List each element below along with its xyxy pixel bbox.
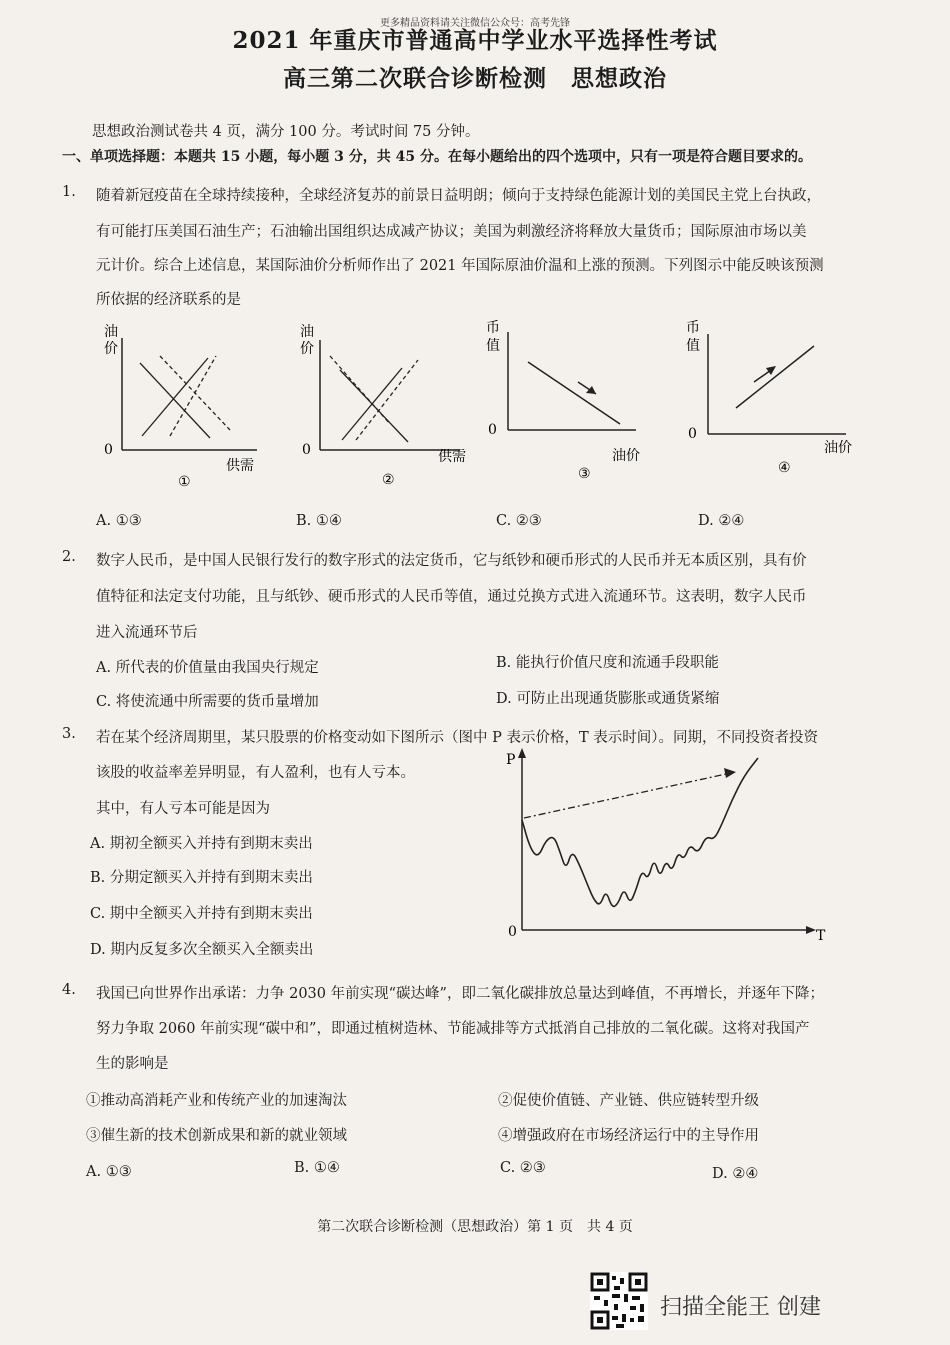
origin-label: 0 [104, 442, 113, 458]
q3-option-b[interactable]: B. 分期定额买入并持有到期末卖出 [90, 870, 313, 886]
origin-label: 0 [302, 442, 311, 458]
y-axis-label: 值 [486, 338, 500, 354]
exam-title: 2021 年重庆市普通高中学业水平选择性考试 [232, 27, 718, 54]
graph-caption: ② [382, 472, 395, 488]
y-axis-label: 价 [104, 341, 118, 357]
supply-demand-chart-2 [290, 318, 480, 493]
y-axis-label: 值 [686, 338, 700, 354]
section-heading: 一、单项选择题：本题共 15 小题，每小题 3 分，共 45 分。在每小题给出的四个选项中，只有一项是符合题目要求的。 [62, 149, 812, 165]
stock-price-chart [500, 740, 840, 950]
trend-dashdot-line [524, 774, 726, 818]
x-axis-label: T [816, 928, 826, 944]
x-axis-label: 供需 [438, 449, 466, 465]
y-axis-label: 币 [486, 320, 500, 336]
q2-number: 2. [62, 549, 76, 565]
q3-number: 3. [62, 726, 76, 742]
q2-option-d[interactable]: D. 可防止出现通货膨胀或通货紧缩 [496, 691, 720, 707]
q1-option-d[interactable]: D. ②④ [698, 513, 745, 529]
q2-line: 进入流通环节后 [96, 625, 198, 641]
q4-item-1: ①推动高消耗产业和传统产业的加速淘汰 [86, 1093, 347, 1109]
q3-option-d[interactable]: D. 期内反复多次全额买入全额卖出 [90, 942, 314, 958]
q4-line: 我国已向世界作出承诺：力争 2030 年前实现“碳达峰”，即二氧化碳排放总量达到峰值，不再增长，并逐年下降； [96, 986, 824, 1002]
q2-option-c[interactable]: C. 将使流通中所需要的货币量增加 [96, 694, 319, 710]
q1-number: 1. [62, 184, 76, 200]
q4-option-b[interactable]: B. ①④ [294, 1160, 340, 1176]
q3-option-a[interactable]: A. 期初全额买入并持有到期末卖出 [90, 836, 313, 852]
q3-line: 该股的收益率差异明显，有人盈利，也有人亏本。 [96, 765, 415, 781]
graph-caption: ④ [778, 460, 791, 476]
q1-option-b[interactable]: B. ①④ [296, 513, 342, 529]
q1-line: 所依据的经济联系的是 [96, 292, 241, 308]
q3-option-c[interactable]: C. 期中全额买入并持有到期末卖出 [90, 906, 313, 922]
q4-line: 生的影响是 [96, 1056, 169, 1072]
supply-demand-chart-1 [92, 318, 272, 493]
q1-graph-4 [686, 312, 876, 491]
y-axis-label: 油 [104, 324, 118, 340]
q4-option-c[interactable]: C. ②③ [500, 1160, 546, 1176]
origin-label: 0 [688, 426, 697, 442]
trend-line [736, 346, 814, 408]
shifted-demand-line [330, 356, 390, 424]
q2-line: 数字人民币，是中国人民银行发行的数字形式的法定货币，它与纸钞和硬币形式的人民币并无本质区别，具有价 [96, 553, 807, 569]
shifted-supply-line [170, 356, 216, 436]
currency-oil-chart-3 [486, 312, 666, 487]
shifted-supply-line [356, 360, 418, 440]
y-axis-label: 油 [300, 324, 314, 340]
y-axis-arrow [518, 748, 526, 758]
x-axis-label: 油价 [612, 448, 640, 464]
x-axis-arrow [806, 926, 816, 934]
q1-option-c[interactable]: C. ②③ [496, 513, 542, 529]
currency-oil-chart-4 [686, 312, 876, 487]
q2-option-b[interactable]: B. 能执行价值尺度和流通手段职能 [496, 655, 719, 671]
q4-line: 努力争取 2060 年前实现“碳中和”，即通过植树造林、节能减排等方式抵消自己排放的二氧化碳。这将对我国产 [96, 1021, 810, 1037]
q1-line: 元计价。综合上述信息，某国际油价分析师作出了 2021 年国际原油价温和上涨的预测。下列图示中能反映该预测 [96, 258, 824, 274]
q3-stock-graph [500, 740, 840, 954]
top-note: 更多精品资料请关注微信公众号：高考先锋 [380, 18, 570, 29]
q4-option-a[interactable]: A. ①③ [86, 1164, 132, 1180]
page-footer: 第二次联合诊断检测（思想政治）第 1 页 共 4 页 [317, 1219, 633, 1235]
q3-line: 若在某个经济周期里，某只股票的价格变动如下图所示（图中 P 表示价格，T 表示时间）。同期，不同投资者投资 [96, 730, 819, 746]
y-axis-label: 价 [300, 341, 314, 357]
intro-text: 思想政治测试卷共 4 页，满分 100 分。考试时间 75 分钟。 [92, 124, 480, 140]
q4-item-3: ③催生新的技术创新成果和新的就业领域 [86, 1128, 347, 1144]
trend-line [528, 362, 620, 424]
q4-item-2: ②促使价值链、产业链、供应链转型升级 [498, 1093, 759, 1109]
y-axis-label: 币 [686, 320, 700, 336]
stock-price-line [522, 758, 758, 906]
qr-code-icon [590, 1272, 648, 1330]
graph-caption: ① [178, 474, 191, 490]
q1-option-a[interactable]: A. ①③ [96, 513, 142, 529]
q3-line: 其中，有人亏本可能是因为 [96, 801, 270, 817]
origin-label: 0 [508, 924, 517, 940]
q1-graph-2 [290, 318, 480, 497]
q1-graph-3 [486, 312, 666, 491]
exam-subtitle: 高三第二次联合诊断检测 思想政治 [283, 65, 667, 92]
q2-option-a[interactable]: A. 所代表的价值量由我国央行规定 [96, 660, 319, 676]
q1-line: 随着新冠疫苗在全球持续接种，全球经济复苏的前景日益明朗；倾向于支持绿色能源计划的美国民主党上台执政， [96, 188, 821, 204]
q1-line: 有可能打压美国石油生产；石油输出国组织达成减产协议；美国为刺激经济将释放大量货币；国际原油市场以美 [96, 224, 807, 240]
trend-arrow-head [724, 768, 736, 778]
shifted-demand-line [160, 356, 230, 430]
origin-label: 0 [488, 422, 497, 438]
graph-caption: ③ [578, 466, 591, 482]
scanner-watermark: 扫描全能王 创建 [660, 1295, 821, 1320]
q4-number: 4. [62, 982, 76, 998]
y-axis-label: P [506, 752, 516, 768]
q2-line: 值特征和法定支付功能，且与纸钞、硬币形式的人民币等值，通过兑换方式进入流通环节。这表明，数字人民币 [96, 589, 807, 605]
x-axis-label: 供需 [226, 458, 254, 474]
arrow-head [586, 386, 596, 394]
x-axis-label: 油价 [824, 440, 852, 456]
q1-graph-1 [92, 318, 272, 497]
q4-option-d[interactable]: D. ②④ [712, 1166, 759, 1182]
arrow-head [766, 366, 776, 375]
q4-item-4: ④增强政府在市场经济运行中的主导作用 [498, 1128, 759, 1144]
